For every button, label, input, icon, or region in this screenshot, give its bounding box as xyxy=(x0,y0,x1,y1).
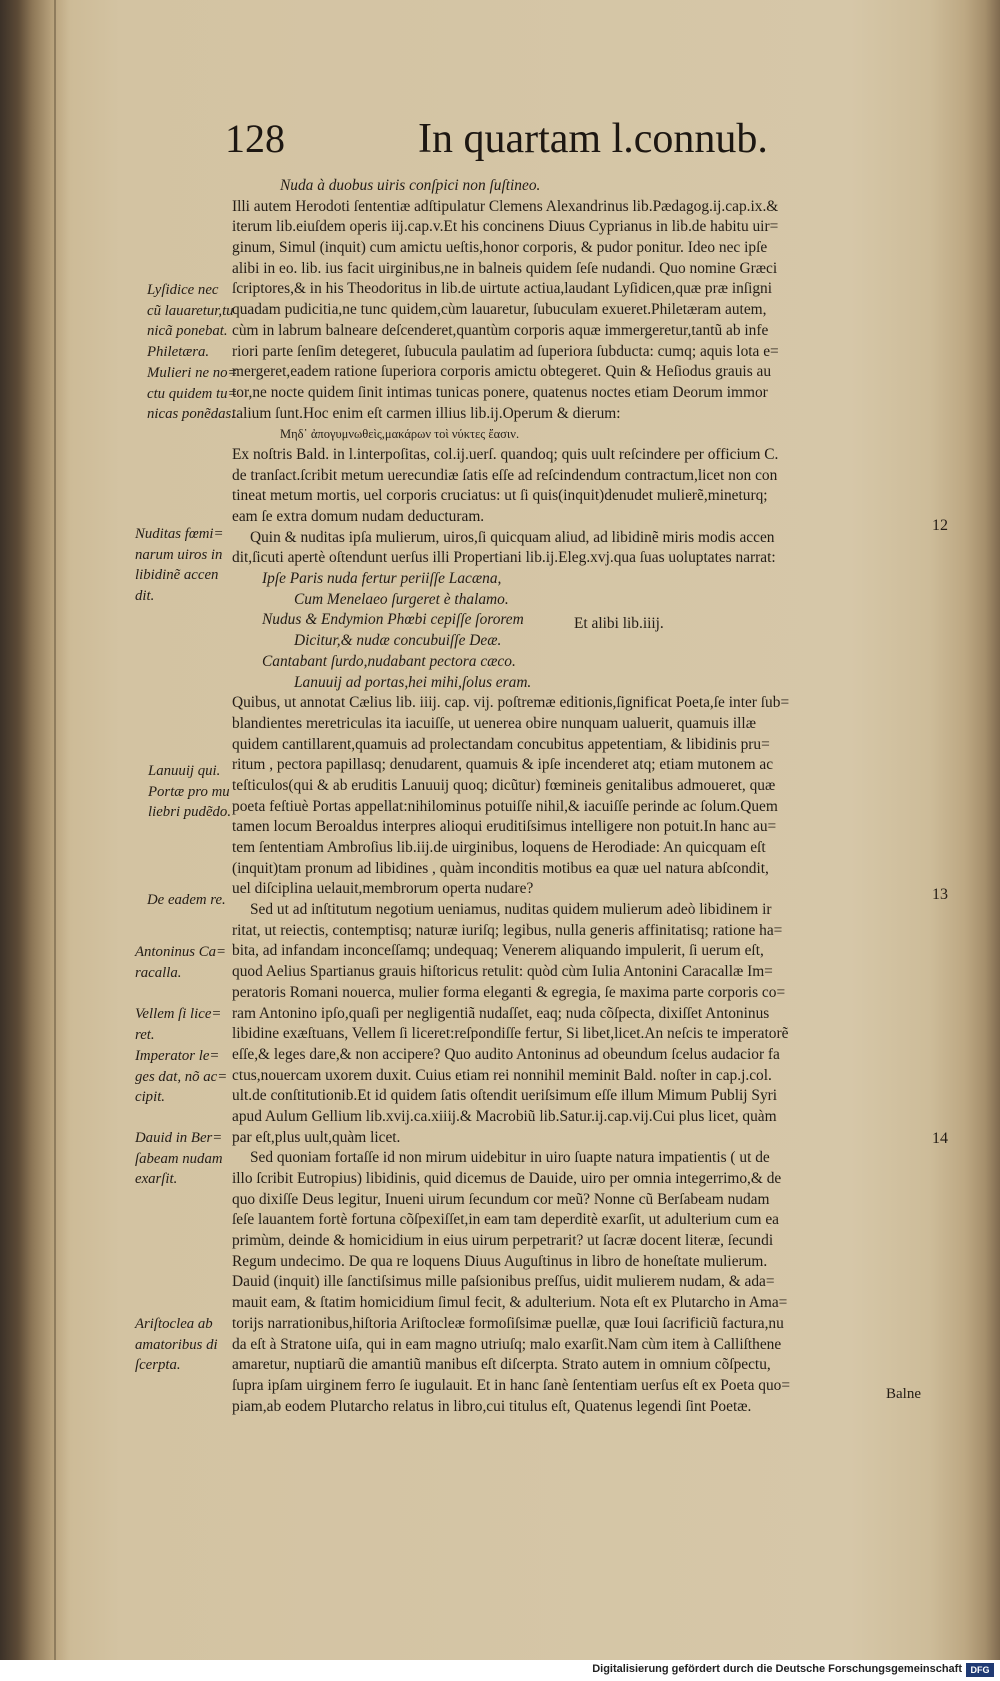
text-line: alibi in eo. lib. ius facit uirginibus,ne in balneis quidem ſeſe nudandi. Quo nomine Græci xyxy=(232,259,778,277)
text-line: de tranſact.ſcribit metum uerecundiæ ſatis eſſe ad reſcindendum contractum,licet non con xyxy=(232,466,778,484)
text-line: Dauid (inquit) ille ſanctiſsimus mille paſsionibus preſſus, uidit mulierem nudam, & ada= xyxy=(232,1273,775,1291)
margin-note-de-eadem xyxy=(147,890,247,911)
margin-note-line: nicã ponebat. xyxy=(147,323,228,340)
page-header xyxy=(0,115,1000,175)
margin-note-dauid xyxy=(135,1128,235,1190)
text-line: Cum Menelaeo ſurgeret è thalamo. xyxy=(294,590,509,608)
margin-note-line: ctu quidem tu= xyxy=(147,385,238,402)
text-line: ritum , pectora papillasq; denudarent, quamuis & ipſe incenderet atq; etiam mutonem ac xyxy=(232,756,774,774)
margin-note-aristoclea xyxy=(135,1314,235,1376)
text-line: Quin & nuditas ipſa mulierum, uiros,ſi quicquam aliud, ad libidinẽ miris modis accen xyxy=(250,528,775,546)
margin-note-line: ſabeam nudam xyxy=(135,1150,223,1167)
text-line: da eſt à Stratone uiſa, qui in eam magno utriuſq; malo exarſit.Nam cùm item à Calliſthene xyxy=(232,1335,782,1353)
text-line: Lanuuij ad portas,hei mihi,ſolus eram. xyxy=(294,673,532,691)
margin-note-line: Ariſtoclea ab xyxy=(135,1316,213,1332)
text-line: cùm in labrum balneare deſcenderet,quantùm corporis aquæ immergeretur,tantũ ab infe xyxy=(232,321,769,339)
text-line: tineat metum mortis, uel corporis cruciatus: ut ſi quis(inquit)denudet mulierẽ,mineturq; xyxy=(232,487,768,505)
text-line: uel diſciplina uelauit,membrorum operta nudare? xyxy=(232,880,534,898)
text-line: peratoris Romani nouerca, mulier forma eleganti & egregia, ſe maxima parte corporis co= xyxy=(232,983,786,1001)
margin-note-lysidice xyxy=(147,280,247,425)
text-line: Μηδ᾽ ἀπογυμνωθεὶς,μακάρων τοὶ νύκτες ἔασιν. xyxy=(280,427,520,442)
text-line: bita, ad infandam inconceſſamq; undequaq; Venerem aliquando impulerit, ſi uerum eſt, xyxy=(232,942,764,960)
text-line: par eſt,plus uult,quàm licet. xyxy=(232,1128,401,1146)
text-line: poeta feſtiuè Portas appellat:nihilominus potuiſſe nihil,& iacuiſſe perinde ac ſolum.Quem xyxy=(232,797,778,815)
text-line: eſſe,& leges dare,& non accipere? Quo audito Antoninus ad obeundum ſcelus audacior fa xyxy=(232,1045,780,1063)
text-line: teſticulos(qui & ab eruditis Lanuuij quoq; dicũtur) fœmineis genitalibus admoueret, quæ xyxy=(232,776,776,794)
margin-note-line: Imperator le= xyxy=(135,1048,220,1064)
main-text-block xyxy=(232,176,930,1417)
text-line: torijs narrationibus,hiſtoria Ariſtocleæ formoſiſsimæ puellæ, quæ Ioui ſacrificiũ factura,nu xyxy=(232,1314,784,1332)
margin-note-line: Portæ pro mu xyxy=(148,783,230,800)
margin-note-line: ſcerpta. xyxy=(135,1357,181,1374)
text-line: Quibus, ut annotat Cælius lib. iiij. cap. vij. poſtremæ editionis,ſignificat Poeta,ſe inter ſub= xyxy=(232,694,790,712)
text-line: tem ſententiam Ambroſius lib.iij.de uirginibus, loquens de Herodiade: An quicquam eſt xyxy=(232,839,766,856)
margin-note-line: nicas ponẽdas. xyxy=(147,406,235,423)
text-line: ſcriptores,& in his Theodoritus in lib.de uirtute actiua,laudant Lyſidicen,quæ præ inſigni xyxy=(232,280,773,298)
text-line: Dicitur,& nudæ concubuiſſe Deæ. xyxy=(294,632,502,650)
margin-note-line: Nuditas fœmi= xyxy=(135,526,224,542)
margin-note-line: Vellem ſi lice= xyxy=(135,1006,222,1022)
margin-note-line: Philetæra. xyxy=(147,344,210,361)
page-number: 128 xyxy=(225,116,285,161)
text-line: Ipſe Paris nuda fertur periiſſe Lacæna, xyxy=(262,570,502,588)
text-line: Sed ut ad inſtitutum negotium ueniamus, nuditas quidem mulierum adeò libidinem ir xyxy=(250,901,772,919)
margin-note-imperator xyxy=(135,1046,235,1108)
text-line: dit,ſicuti apertè oſtendunt uerſus illi Propertiani lib.ij.Eleg.xvj.qua ſuas uoluptates narrat: xyxy=(232,549,776,567)
footer-bar xyxy=(0,1660,1000,1681)
text-line: primùm, deinde & homicidium in eius uirum perpetrarit? ut ſacræ docent literæ, ſecundi xyxy=(232,1232,774,1250)
text-line: libidine exæſtuans, Vellem ſi liceret:reſpondiſſe fertur, Si libet,licet.An neſcis te imperatorẽ xyxy=(232,1025,789,1043)
text-line: ginum, Simul (inquit) cum amictu ueſtis,honor corporis, & pudor ponitur. Ideo nec ipſe xyxy=(232,239,768,257)
text-line: talium ſunt.Hoc enim eſt carmen illius lib.ij.Operum & dierum: xyxy=(232,404,621,422)
text-line: quidem cantillarent,quamuis ad prolectandam concubitus appetentiam, & libidinis pru= xyxy=(232,735,770,753)
margin-note-line: libidinẽ accen xyxy=(135,567,219,584)
verse-aside-note: Et alibi lib.iiij. xyxy=(574,615,664,632)
text-line: quod Aelius Spartianus grauis hiſtoricus retulit: quòd cùm Iulia Antonini Caracallæ Im= xyxy=(232,963,773,981)
text-line: ram Antonino ipſo,quaſi per negligentiã nudaſſet, eaq; nuda cõſpecta, dixiſſet Antoninus xyxy=(232,1004,770,1022)
text-line: illo ſcribit Eutropius) libidinis, quid dicemus de Dauide, uiro per omnia integerrimo,& de xyxy=(232,1170,782,1187)
gutter-shadow xyxy=(54,0,56,1660)
margin-note-line: cipit. xyxy=(135,1089,165,1106)
text-line: eam ſe extra domum nudam deducturam. xyxy=(232,508,485,525)
margin-note-line: exarſit. xyxy=(135,1171,178,1188)
text-line: ſeſe lauantem fortè fortuna cõſpexiſſet,in eam tam deperditè exarſit, ut adulterium cum ea xyxy=(232,1211,779,1229)
text-line: amaretur, nuptiarũ die amantiũ manibus eſt diſcerpta. Strato autem in omnium cõſpectu, xyxy=(232,1356,771,1374)
margin-note-vellem xyxy=(135,1004,235,1045)
text-line: ritat, ut reiectis, contemptisq; naturæ iuriſq; legibus, nulla generis affinitatisq; ratione ha= xyxy=(232,921,783,939)
margin-note-line: cũ lauaretur,tu xyxy=(147,302,234,319)
margin-note-line: ret. xyxy=(135,1026,155,1043)
margin-note-line: racalla. xyxy=(135,964,182,981)
margin-note-nuditas xyxy=(135,524,235,607)
text-line: apud Aulum Gellium lib.xvij.ca.xiiij.& Macrobiũ lib.Satur.ij.cap.vij.Cui plus licet, quàm xyxy=(232,1107,777,1125)
text-line: Ex noſtris Bald. in l.interpoſitas, col.ij.uerſ. quandoq; quis uult reſcindere per officium C. xyxy=(232,445,779,463)
running-title: In quartam l.connub. xyxy=(418,116,768,162)
margin-note-line: Lyſidice nec xyxy=(147,282,219,298)
margin-note-line: Lanuuij qui. xyxy=(148,763,221,779)
section-number-14: 14 xyxy=(932,1130,948,1147)
margin-note-line: dit. xyxy=(135,588,155,605)
text-line: Sed quoniam fortaſſe id non mirum uidebitur in uiro ſuapte natura impatientis ( ut de xyxy=(250,1149,770,1167)
text-line: ult.de conſtitutionib.Et id quidem ſatis oſtendit ueriſsimum eſſe illum Mimum Publij Syri xyxy=(232,1087,778,1105)
text-line: mergeret,eadem ratione ſuperiora corporis amictu obtegeret. Quin & Heſiodus grauis au xyxy=(232,363,772,381)
margin-note-antoninus xyxy=(135,942,235,983)
text-line: mauit eam, & ſtatim homicidium ſimul fecit, & adulterium. Nota eſt ex Plutarcho in Ama= xyxy=(232,1294,788,1312)
text-line: Illi autem Herodoti ſententiæ adſtipulatur Clemens Alexandrinus lib.Pædagog.ij.cap.ix.& xyxy=(232,197,779,215)
text-line: Nuda à duobus uiris conſpici non ſuſtineo. xyxy=(280,177,541,194)
margin-note-line: ges dat, nõ ac= xyxy=(135,1068,228,1085)
text-line: quo dixiſſe Deus legitur, Inueni uirum ſecundum cor meũ? Nonne cũ Berſabeam nudam xyxy=(232,1190,770,1208)
text-line: Nudus & Endymion Phœbi cepiſſe ſororem xyxy=(262,611,524,629)
margin-note-line: Mulieri ne no= xyxy=(147,364,238,381)
text-line: blandientes meretriculas ita iacuiſſe, ut uenerea obire nunquam ualuerit, quamuis illæ xyxy=(232,714,756,732)
text-line: piam,ab eodem Plutarcho relatus in libro,cui titulus eſt, Quatenus legendi ſint Poetæ. xyxy=(232,1397,752,1415)
section-number-13: 13 xyxy=(932,886,948,903)
margin-note-line: De eadem re. xyxy=(147,892,226,908)
text-line: Cantabant ſurdo,nudabant pectora cæco. xyxy=(262,652,516,670)
text-line: Regum undecimo. De qua re loquens Diuus Auguſtinus in libro de honeſtate mulierum. xyxy=(232,1252,768,1270)
text-line: tamen locum Beroaldus interpres alioqui eruditiſsimus intelligere non potuit.In hanc au= xyxy=(232,818,777,836)
margin-note-lanuuij xyxy=(148,761,248,823)
margin-note-line: Dauid in Ber= xyxy=(135,1130,223,1146)
margin-note-line: Antoninus Ca= xyxy=(135,944,226,960)
margin-note-line: liebri pudẽdo. xyxy=(148,804,232,821)
margin-note-line: narum uiros in xyxy=(135,546,223,563)
margin-note-line: amatoribus di xyxy=(135,1336,218,1353)
text-line: (inquit)tam pronum ad libidines , quàm inconditis motibus ea quæ uel natura abſcondit, xyxy=(232,859,769,877)
text-line: iterum lib.eiuſdem operis iij.cap.v.Et his concinens Diuus Cyprianus in lib.de habitu uir= xyxy=(232,218,779,236)
dfg-logo-icon: DFG xyxy=(966,1663,994,1677)
section-number-12: 12 xyxy=(932,517,948,534)
text-line: tor,ne nocte quidem ſinit intimas tunicas ponere, quatenus noctes etiam Deorum immor xyxy=(232,383,768,401)
text-line: riori parte ſenſim detegeret, ſubucula paulatim ad ſuperiora ſubducta: cumq; aquis lota e= xyxy=(232,342,779,360)
text-line: ſupra ipſam uirginem ferro ſe iugulauit. Et in hanc ſanè ſententiam uerſus eſt ex Poeta quo= xyxy=(232,1376,791,1394)
funding-credit: Digitalisierung gefördert durch die Deutsche Forschungsgemeinschaft xyxy=(592,1663,962,1675)
text-line: ctus,nouercam uxorem duxit. Cuius etiam rei nonnihil meminit Bald. noſter in cap.j.col. xyxy=(232,1066,772,1084)
text-line: quadam pudicitia,ne tunc quidem,cùm lauaretur, ſubuculam exueret.Philetæram autem, xyxy=(232,301,767,319)
catchword: Balne xyxy=(886,1386,921,1402)
